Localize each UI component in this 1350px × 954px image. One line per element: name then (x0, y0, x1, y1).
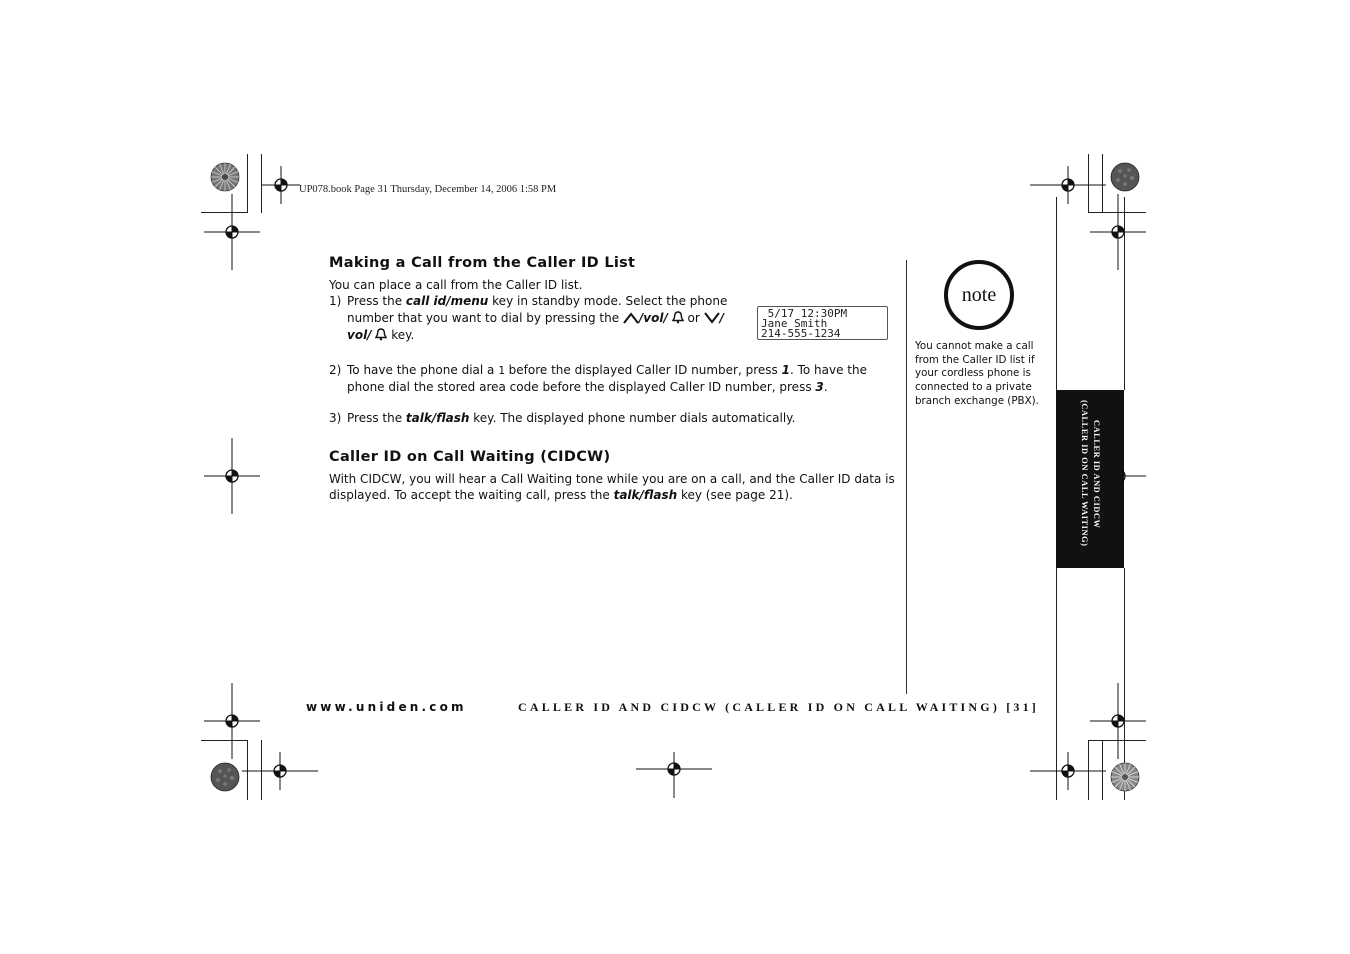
registration-mark-top-left (262, 166, 300, 204)
registration-mark-left-middle (204, 438, 260, 514)
key-1: 1 (781, 363, 790, 377)
step-3-number: 3) (329, 411, 342, 425)
color-wheel-top-right (1110, 162, 1140, 192)
step-1: 1) Press the call id/menu key in standby mode. Select the phone number that you want to dial by pressing the /vol/ or / vol/ key. (329, 294, 728, 342)
note-label: note (961, 283, 997, 306)
side-tab-title: CALLER ID AND CIDCW (1092, 420, 1101, 529)
section-title-making-call: Making a Call from the Caller ID List (329, 255, 636, 271)
chapter-side-tab (1056, 390, 1124, 568)
footer-page-title: CALLER ID AND CIDCW (CALLER ID ON CALL WAITING) [31] (518, 700, 1040, 714)
lcd-line-name: Jane Smith (761, 317, 828, 330)
lcd-line-number: 214-555-1234 (761, 327, 841, 340)
column-divider (906, 260, 907, 694)
down-vol-key: vol/ (347, 328, 372, 342)
note-text: You cannot make a call from the Caller ID list if your cordless phone is connected to a private branch exchange (PBX). (915, 340, 1039, 407)
registration-mark-left-lower (204, 683, 260, 759)
step-2 (329, 362, 894, 395)
step-1-text-b: key in standby mode. Select the phone number that you want to dial by pressing the (347, 294, 728, 325)
step-2-digit: 1 (498, 364, 505, 377)
lcd-line-date: 5/17 12:30PM (761, 307, 848, 320)
lcd-caller-id-display (757, 306, 888, 340)
bell-icon (375, 328, 387, 341)
key-3: 3 (815, 380, 824, 394)
up-caret-icon (623, 312, 639, 324)
up-vol-key: /vol/ (638, 311, 668, 325)
registration-mark-right-lower (1090, 683, 1146, 759)
color-wheel-top-left (210, 162, 240, 192)
registration-mark-bottom-center (636, 752, 712, 798)
registration-mark-bottom-left (242, 752, 318, 790)
call-id-menu-key: call id/menu (405, 294, 489, 308)
step-2-text-d: . (823, 380, 828, 394)
step-3 (329, 410, 894, 427)
color-wheel-bottom-left (210, 762, 240, 792)
print-header-info: UP078.book Page 31 Thursday, December 14, 2006 1:58 PM (299, 184, 557, 195)
step-3-text-b: key. The displayed phone number dials automatically. (469, 411, 796, 425)
section2-body (329, 471, 895, 503)
registration-mark-right-upper (1090, 194, 1146, 270)
color-wheel-bottom-right (1110, 762, 1140, 792)
step-2-text-b: before the displayed Caller ID number, press (504, 363, 782, 377)
section1-intro: You can place a call from the Caller ID list. (329, 278, 583, 292)
step-2-number: 2) (329, 363, 342, 377)
side-tab-subtitle: (CALLER ID ON CALL WAITING) (1080, 400, 1089, 547)
section2-text-a: With CIDCW, you will hear a Call Waiting tone while you are on a call, and the Caller ID data is displayed. To accept the waiting call, press the (329, 472, 895, 502)
step-2-text-c: . To have the phone dial the stored area code before the displayed Caller ID number, press (347, 363, 867, 394)
registration-mark-left-upper (204, 194, 260, 270)
section-title-cidcw: Caller ID on Call Waiting (CIDCW) (329, 449, 611, 465)
talk-flash-key: talk/flash (613, 488, 678, 502)
registration-mark-bottom-right (1030, 752, 1106, 790)
step-1-text-end: key. (387, 328, 415, 342)
bell-icon (672, 311, 684, 324)
step-1-text-or: or (683, 311, 704, 325)
footer-url: www.uniden.com (306, 700, 467, 714)
note-badge (944, 260, 1014, 330)
step-1-number: 1) (329, 294, 342, 308)
talk-flash-key: talk/flash (405, 411, 470, 425)
step-1-text-a: Press the (347, 294, 406, 308)
step-3-text-a: Press the (347, 411, 406, 425)
down-caret-icon (704, 312, 720, 324)
section2-text-b: key (see page 21). (677, 488, 793, 502)
step-2-text-a: To have the phone dial a (347, 363, 499, 377)
